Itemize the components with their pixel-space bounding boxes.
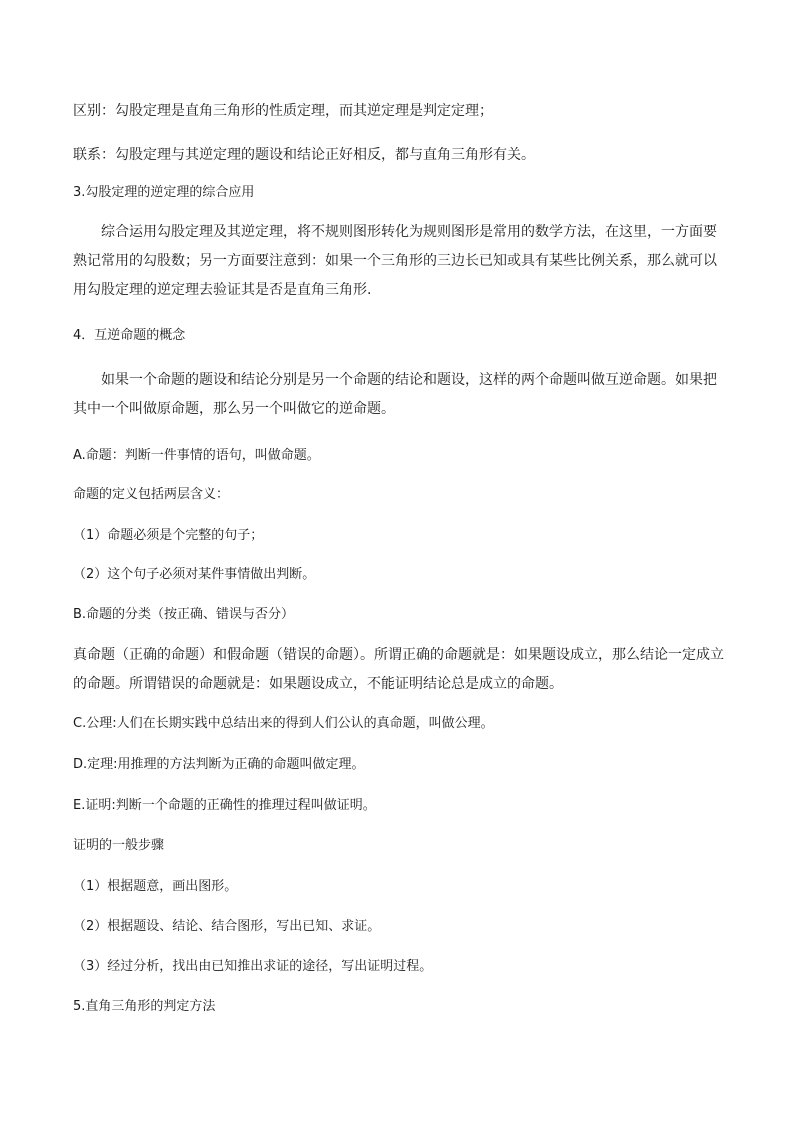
definition-e: E.证明:判断一个命题的正确性的推理过程叫做证明。: [73, 798, 376, 813]
section-heading-4: 4．互逆命题的概念: [73, 328, 186, 343]
paragraph-line: 用勾股定理的逆定理去验证其是否是直角三角形.: [73, 282, 372, 298]
definition-b: B.命题的分类（按正确、错误与否分）: [73, 607, 295, 622]
proof-step: （2）根据题设、结论、结合图形，写出已知、求证。: [73, 919, 381, 934]
definition-d: D.定理:用推理的方法判断为正确的命题叫做定理。: [73, 757, 365, 772]
paragraph-line: 其中一个叫做原命题，那么另一个叫做它的逆命题。: [73, 401, 395, 417]
proof-steps-heading: 证明的一般步骤: [73, 838, 165, 853]
list-item: （1）命题必须是个完整的句子；: [73, 528, 264, 543]
proof-step: （1）根据题意，画出图形。: [73, 879, 238, 894]
paragraph-line: 真命题（正确的命题）和假命题（错误的命题）。所谓正确的命题就是：如果题设成立，那么结论一定成立: [73, 647, 724, 663]
paragraph-line: 的命题。所谓错误的命题就是：如果题设成立，不能证明结论总是成立的命题。: [73, 676, 563, 692]
paragraph-line: 熟记常用的勾股数；另一方面要注意到：如果一个三角形的三边长已知或具有某些比例关系，那么就可以: [73, 253, 717, 269]
definition-intro: 命题的定义包括两层含义：: [73, 487, 230, 502]
definition-c: C.公理:人们在长期实践中总结出来的得到人们公认的真命题，叫做公理。: [73, 716, 494, 731]
definition-a: A.命题：判断一件事情的语句，叫做命题。: [73, 448, 320, 463]
section-heading-5: 5.直角三角形的判定方法: [73, 999, 216, 1014]
list-item: （2）这个句子必须对某件事情做出判断。: [73, 567, 316, 582]
paragraph-line: 综合运用勾股定理及其逆定理，将不规则图形转化为规则图形是常用的数学方法，在这里，一方面要: [101, 224, 717, 240]
proof-step: （3）经过分析，找出由已知推出求证的途径，写出证明过程。: [73, 959, 433, 974]
paragraph-line: 如果一个命题的题设和结论分别是另一个命题的结论和题设，这样的两个命题叫做互逆命题。如果把: [101, 372, 717, 388]
section-heading-3: 3.勾股定理的逆定理的综合应用: [73, 185, 255, 200]
connection-line: 联系：勾股定理与其逆定理的题设和结论正好相反，都与直角三角形有关。: [73, 147, 535, 163]
difference-line: 区别：勾股定理是直角三角形的性质定理，而其逆定理是判定定理；: [73, 103, 493, 119]
